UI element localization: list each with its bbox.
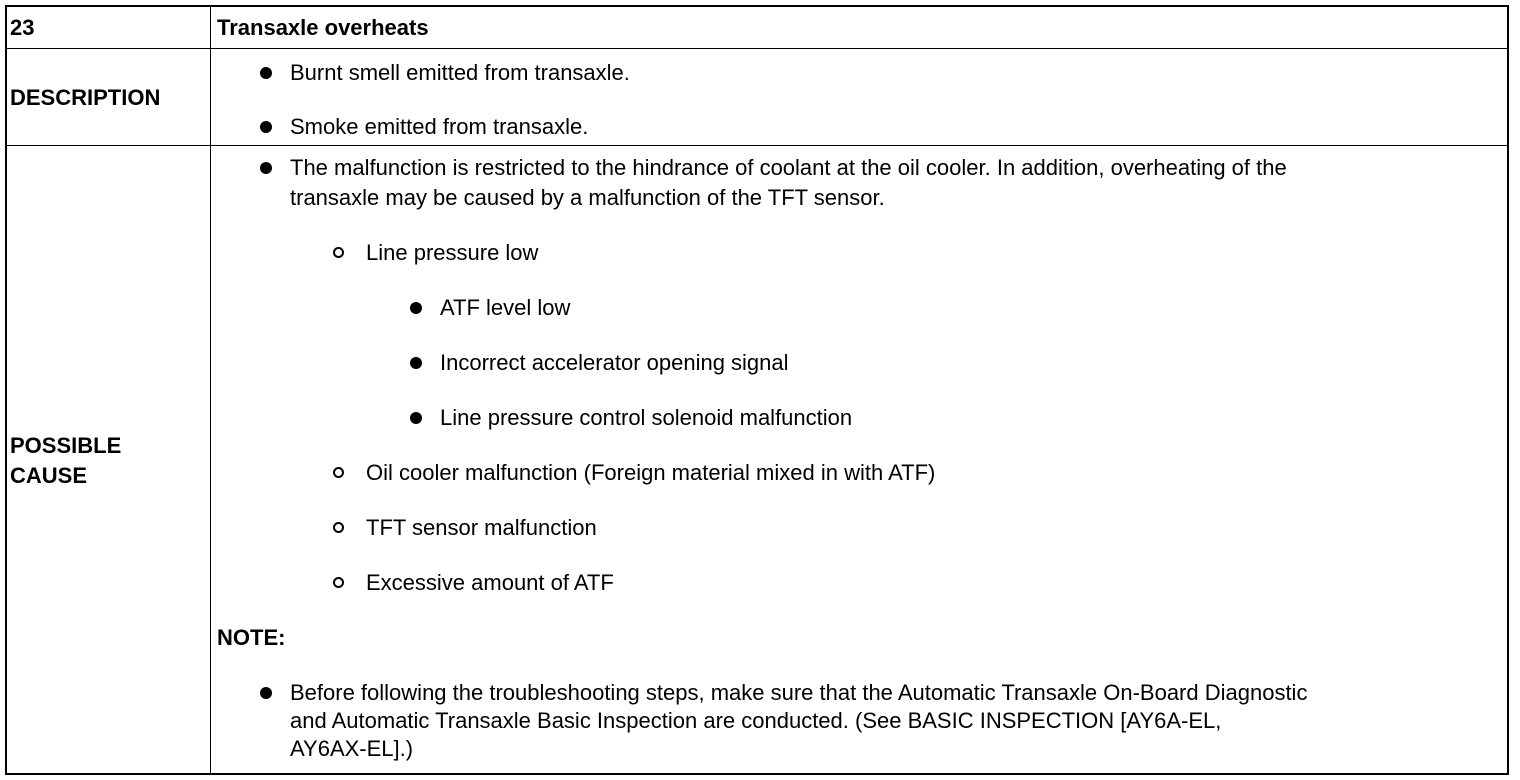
- symptom-title: Transaxle overheats: [217, 15, 429, 40]
- troubleshooting-table: [5, 5, 1509, 775]
- description-item: Burnt smell emitted from transaxle.: [290, 60, 630, 85]
- cause-item: Line pressure low: [366, 240, 539, 265]
- possible-cause-label: POSSIBLE: [10, 433, 122, 458]
- cause-item: Oil cooler malfunction (Foreign material mixed in with ATF): [366, 460, 936, 485]
- ring-bullet-icon: [333, 522, 344, 533]
- bullet-icon: [260, 162, 272, 174]
- note-label: NOTE:: [217, 625, 286, 650]
- cause-item: TFT sensor malfunction: [366, 515, 597, 540]
- bullet-icon: [260, 687, 272, 699]
- row-divider-header: [7, 48, 1507, 49]
- row-divider-description: [7, 145, 1507, 146]
- column-divider: [210, 7, 211, 773]
- bullet-icon: [260, 67, 272, 79]
- cause-summary: The malfunction is restricted to the hindrance of coolant at the oil cooler. In addition, overheating of the: [290, 155, 1287, 180]
- ring-bullet-icon: [333, 577, 344, 588]
- cause-subitem: Line pressure control solenoid malfunction: [440, 405, 853, 430]
- cause-subitem: ATF level low: [440, 295, 571, 320]
- cause-item: Excessive amount of ATF: [366, 570, 614, 595]
- description-item: Smoke emitted from transaxle.: [290, 114, 589, 139]
- ring-bullet-icon: [333, 467, 344, 478]
- cause-subitem: Incorrect accelerator opening signal: [440, 350, 789, 375]
- bullet-icon: [260, 121, 272, 133]
- symptom-number: 23: [10, 15, 35, 40]
- note-text: AY6AX-EL].): [290, 736, 414, 761]
- bullet-icon: [410, 412, 422, 424]
- ring-bullet-icon: [333, 247, 344, 258]
- cause-summary: transaxle may be caused by a malfunction of the TFT sensor.: [290, 185, 885, 210]
- bullet-icon: [410, 302, 422, 314]
- description-label: DESCRIPTION: [10, 85, 161, 110]
- possible-cause-label: CAUSE: [10, 463, 88, 488]
- bullet-icon: [410, 357, 422, 369]
- note-text: Before following the troubleshooting steps, make sure that the Automatic Transaxle On-Board Diagnostic: [290, 680, 1308, 705]
- note-text: and Automatic Transaxle Basic Inspection are conducted. (See BASIC INSPECTION [AY6A-EL,: [290, 708, 1222, 733]
